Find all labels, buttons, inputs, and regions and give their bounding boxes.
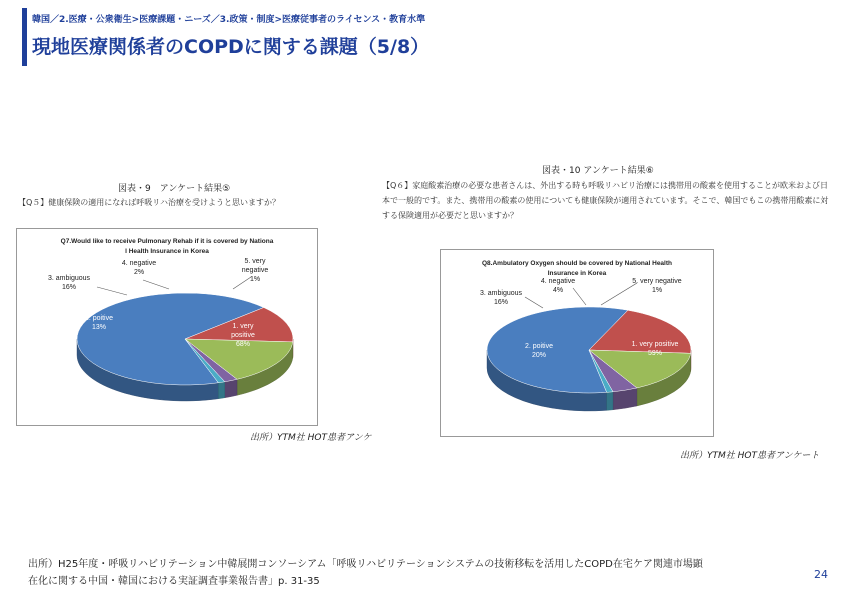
- title-accent-bar: [22, 8, 27, 66]
- source-note: 出所）YTM社 HOT患者アンケート: [680, 451, 820, 461]
- pie-chart-q7: [17, 229, 317, 425]
- pie-slice-side: [218, 382, 224, 399]
- breadcrumb: 韓国／2.医療・公衆衛生>医療課題・ニーズ／3.政策・制度>医療従事者のライセンス・教育水準: [32, 15, 426, 25]
- chart-frame-q7: [16, 228, 318, 426]
- page-number: 24: [814, 568, 828, 581]
- data-label: 4. negative 2%: [121, 260, 157, 276]
- chart-title: Q8.Ambulatory Oxygen should be covered by National Health Insurance in Korea: [482, 260, 672, 277]
- data-label: 3. ambiguous 16%: [47, 275, 91, 291]
- leader-line: [601, 283, 637, 305]
- figure-question: 【Q６】家庭酸素治療の必要な患者さんは、外出する時も呼吸リハビリ治療には携帯用の酸素を使用することが欧米および日本で一般的です。また、携帯用の酸素の使用についても健康保険が適用されています。そこで、韓国でもこの携帯用酸素に対する保険適用が必要だと思いますか？: [382, 181, 829, 220]
- data-label: 5. very negative 1%: [241, 258, 269, 283]
- data-label: 1. very positive 68%: [231, 323, 255, 348]
- figure-caption: 図表・10 アンケート結果⑥: [542, 166, 654, 176]
- leader-line: [233, 277, 251, 289]
- pie-slice-side: [607, 392, 613, 411]
- figure-question: 【Q５】健康保険の適用になれば呼吸リハ治療を受けようと思いますか？: [18, 198, 281, 207]
- pie-slice-side: [225, 379, 237, 397]
- chart-title: Q7.Would like to receive Pulmonary Rehab if it is covered by Nationa l Health Insurance in Korea: [60, 238, 274, 255]
- page-title: 現地医療関係者のCOPDに関する課題（5/8）: [32, 36, 430, 58]
- leader-line: [573, 288, 586, 305]
- footer-source: [28, 556, 703, 590]
- leader-line: [525, 297, 543, 308]
- data-label: 1. very positive 59%: [631, 341, 679, 357]
- footer-source-line: 出所）H25年度・呼吸リハビリテーション中韓展開コンソーシアム「呼吸リハビリテーションシステムの技術移転を活用したCOPD在宅ケア関連市場顕: [28, 559, 703, 570]
- figure-caption: 図表・9 アンケート結果⑤: [118, 184, 231, 194]
- data-label: 2. poitive 20%: [524, 343, 554, 359]
- leader-line: [143, 280, 169, 289]
- source-note: 出所）YTM社 HOT患者アンケ: [250, 433, 372, 443]
- footer-source-line: 在化に関する中国・韓国における実証調査事業報告書」p. 31-35: [28, 576, 320, 587]
- data-label: 2. poitive 13%: [84, 315, 114, 331]
- pie-chart-q8: [441, 250, 713, 436]
- data-label: 5. very negative 1%: [632, 278, 682, 294]
- data-label: 3. ambiguous 16%: [479, 290, 523, 306]
- leader-line: [97, 287, 127, 295]
- chart-frame-q8: [440, 249, 714, 437]
- data-label: 4. negative 4%: [540, 278, 576, 294]
